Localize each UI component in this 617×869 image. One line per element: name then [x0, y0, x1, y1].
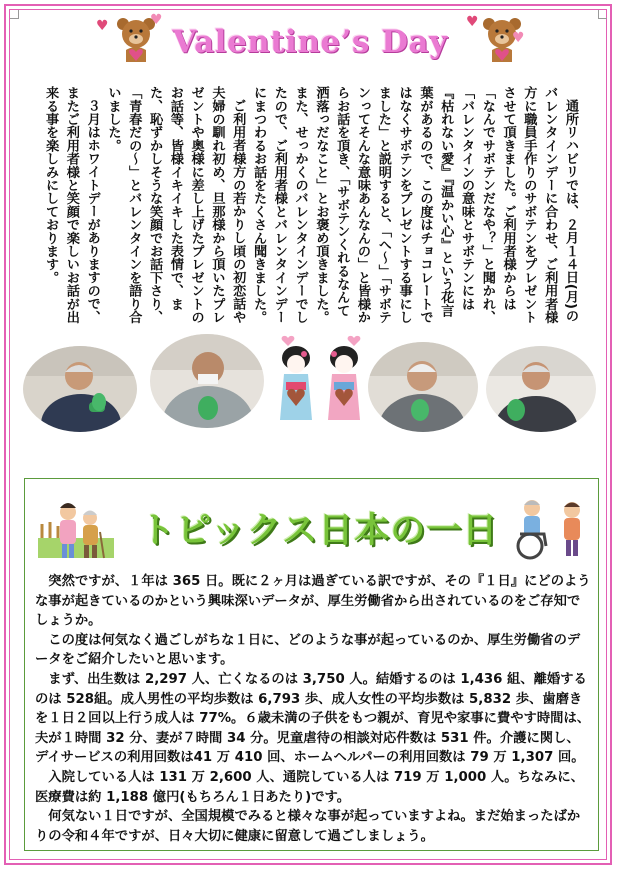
valentine-title: Valentine’s Day	[172, 24, 448, 60]
valentine-paragraph: ３月はホワイトデーがありますので、またご利用者様と笑顔で楽しいお話が出来る事を楽しみにしております。	[43, 86, 100, 324]
topics-paragraph: この度は何気なく過ごしがちな１日に、どのような事が起っているのか、厚生労働省のデータをご紹介したいと思います。	[35, 632, 581, 668]
heart-icon: ♥	[150, 12, 163, 28]
topics-paragraph: 入院している人は 131 万 2,600 人、通院している人は 719 万 1,000 人。ちなみに、医療費は約 1,188 億円(もちろん１日あたり)です。	[35, 769, 584, 805]
valentine-paragraph: ご利用者様方の若かりし頃の初恋話や夫婦の馴れ初め、旦那様から頂いたプレゼントや奥様に差し上げたプレゼントのお話等、皆様イキイキした表情で、また、恥ずかしそうな笑顔でお話下さり、「青春だの～」とバレンタインを語り合いました。	[105, 86, 246, 324]
topics-paragraph: 何気ない１日ですが、全国規模でみると様々な事が起っていますよね。まだ始まったばかりの令和４年ですが、日々大切に健康に留意して過ごしましょう。	[35, 809, 581, 844]
photo-resident-2	[150, 334, 264, 428]
heart-icon: ♥	[466, 14, 479, 30]
heart-icon: ♥	[96, 18, 109, 34]
caregiver-elderly-icon	[36, 498, 116, 562]
topics-paragraph: 突然ですが、１年は 365 日。既に２ヶ月は過ぎている訳ですが、その『１日』にどのような事が起きているのかという興味深いデータが、厚生労働省から出されているのをご存知でしょうか。	[35, 574, 591, 629]
geisha-dolls-icon	[270, 330, 370, 422]
topics-paragraph: まず、出生数は 2,297 人、亡くなるのは 3,750 人。結婚するのは 1,436 組、離婚するのは 528組。成人男性の平均歩数は 6,793 歩、成人女性の平均歩数は 5,832 歩、歯磨きを１日２回以上行う成人は 77%。６歳未満の子供をもつ親が、育児や家事に費やす時間は、夫が１時間 32 分、妻が７時間 34 分。児童虐待の相談対応件数は 531 件。介護に関し、デイサービスの利用回数は41 万 410 回、ホームヘルパーの利用回数は 79 万 1,307 回。	[35, 671, 591, 766]
corner-mark-left	[10, 10, 19, 19]
topics-article	[35, 572, 591, 846]
photo-resident-4	[486, 346, 596, 432]
wheelchair-elderly-icon	[510, 496, 594, 562]
valentine-article	[32, 86, 580, 326]
corner-mark-right	[598, 10, 607, 19]
photo-resident-1	[23, 346, 137, 432]
topics-title: トピックス日本の一日	[140, 511, 499, 551]
heart-icon: ♥	[512, 30, 525, 46]
valentine-paragraph: 通所リハビリでは、２月１４日(月)のバレンタインデーに合わせ、ご利用者様方に職員手作りのサボテンをプレゼントさせて頂きました。ご利用者様からは「なんでサボテンだなや？」と聞かれ、「バレンタインの意味とサボテンには『枯れない愛』『温かい心』という花言葉があるので、この度はチョコレートではなくサボテンをプレゼントする事にしました」と説明すると、「へ～」「サボテンってそんな意味あんなんの」と皆様からお話を頂き、「サボテンくれるなんて洒落っだなこと」とお褒め頂きました。また、せっかくのバレンタインデーでしたので、ご利用者様とバレンタインデーにまつわるお話をたくさん聞きました。	[251, 86, 578, 324]
photo-resident-3	[368, 342, 478, 432]
